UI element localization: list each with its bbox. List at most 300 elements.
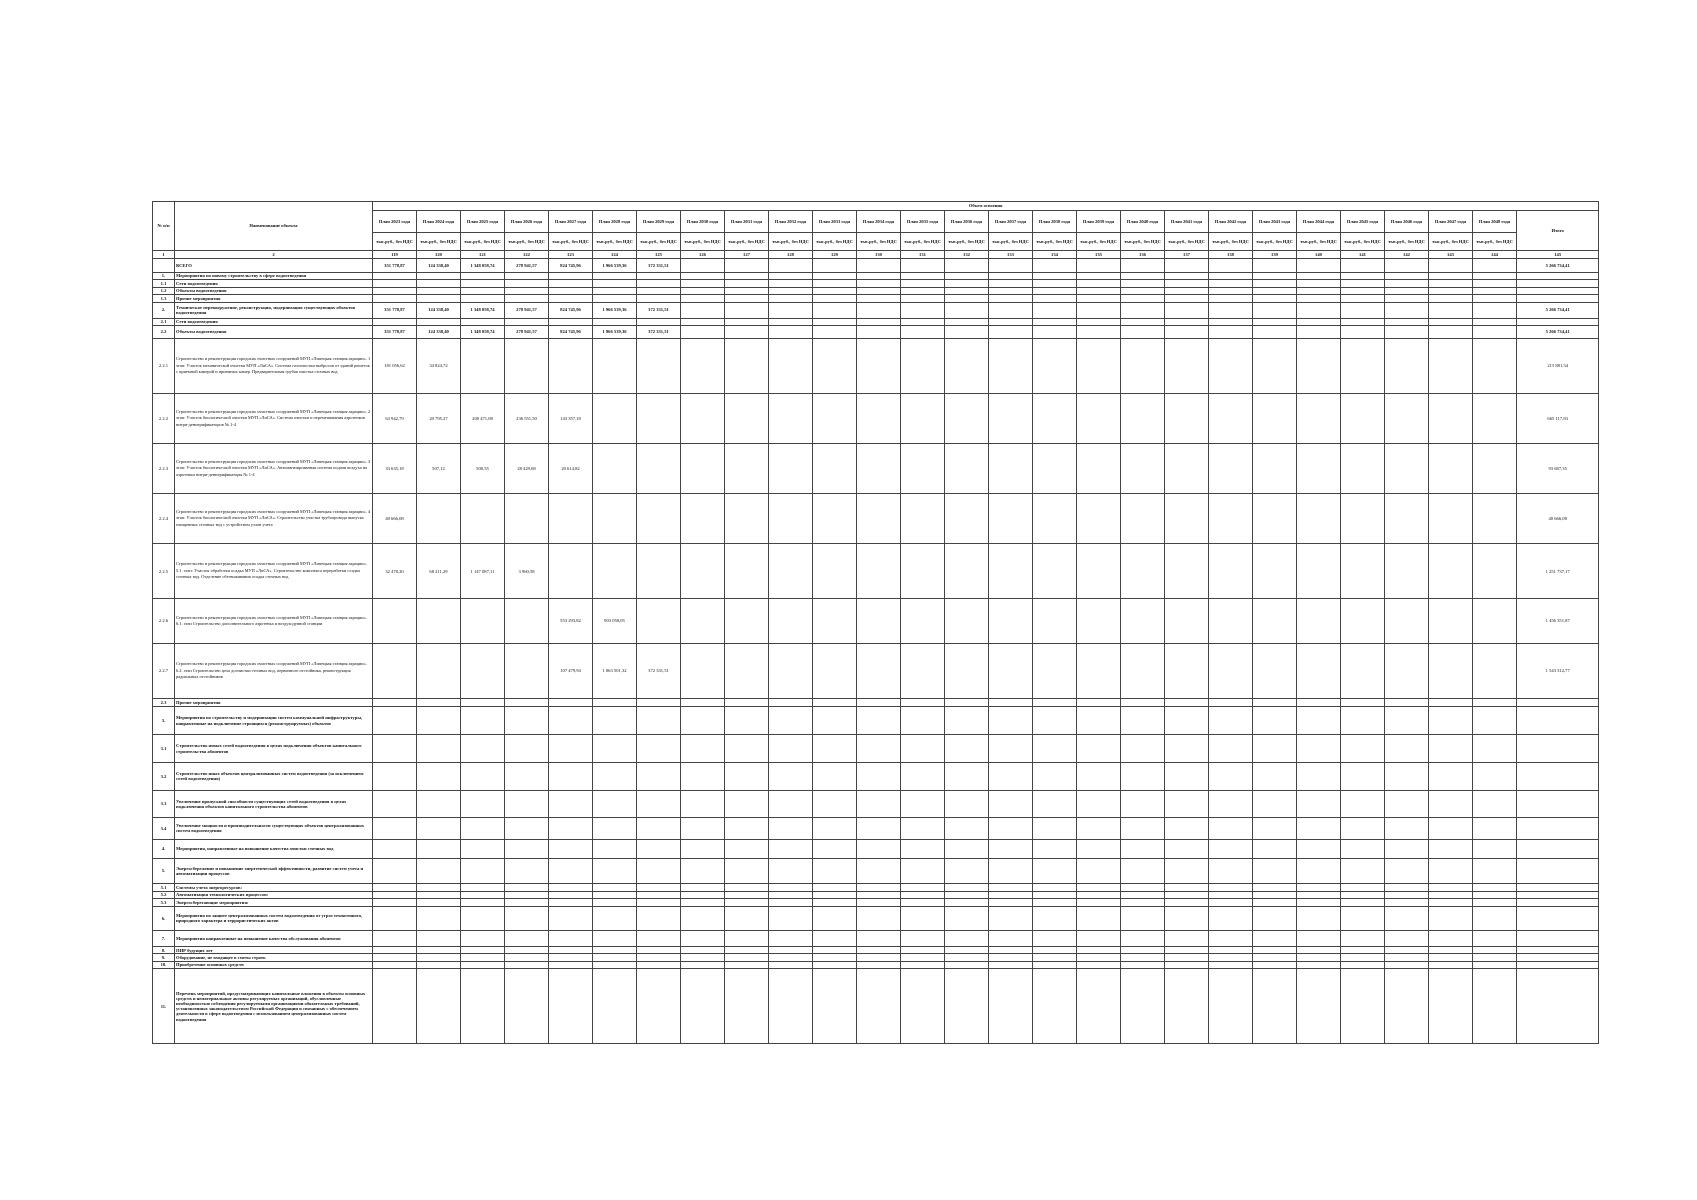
value-cell xyxy=(725,295,769,302)
value-cell xyxy=(1209,643,1253,698)
value-cell xyxy=(1473,818,1517,839)
value-cell xyxy=(681,394,725,444)
row-name: Строительство и реконструкция городских очистных сооружений МУП «Липецкая станция аэрации». 2 этап: Участок биологической очистки МУП «ЛиСА». Система очистки и перемешивания аэротенков нитри-денитрификаторов № 1-4 xyxy=(175,394,373,444)
total-header: Итого xyxy=(1517,211,1599,251)
value-cell xyxy=(1165,493,1209,543)
table-row xyxy=(153,969,1599,1044)
value-cell xyxy=(593,818,637,839)
year-header: План 2045 года xyxy=(1341,211,1385,233)
value-cell xyxy=(769,930,813,946)
value-cell xyxy=(549,338,593,393)
total-cell: 93 687,35 xyxy=(1517,443,1599,493)
row-name: Техническое перевооружение, реконструкция, модернизация существующих объектов водоотведения xyxy=(175,302,373,318)
value-cell xyxy=(1341,325,1385,338)
value-cell xyxy=(1385,325,1429,338)
value-cell xyxy=(373,954,417,961)
value-cell xyxy=(813,338,857,393)
value-cell xyxy=(1385,930,1429,946)
value-cell xyxy=(1473,884,1517,891)
value-cell xyxy=(1297,280,1341,287)
value-cell xyxy=(725,884,769,891)
value-cell xyxy=(1165,318,1209,325)
value-cell xyxy=(901,599,945,644)
value-cell xyxy=(1341,906,1385,930)
value-cell xyxy=(945,818,989,839)
value-cell xyxy=(1121,272,1165,279)
value-cell xyxy=(1341,961,1385,968)
row-name: Автоматизация технологических процессов: xyxy=(175,891,373,898)
value-cell xyxy=(1165,930,1209,946)
value-cell xyxy=(901,969,945,1044)
value-cell xyxy=(1473,735,1517,763)
value-cell xyxy=(989,961,1033,968)
value-cell xyxy=(1429,930,1473,946)
total-cell xyxy=(1517,318,1599,325)
value-cell xyxy=(1341,930,1385,946)
year-header: План 2044 года xyxy=(1297,211,1341,233)
value-cell xyxy=(637,443,681,493)
value-cell xyxy=(593,790,637,818)
unit-header: тыс.руб., без НДС xyxy=(725,233,769,251)
value-cell xyxy=(945,884,989,891)
unit-header: тыс.руб., без НДС xyxy=(857,233,901,251)
value-cell xyxy=(549,272,593,279)
value-cell xyxy=(461,295,505,302)
column-number: 130 xyxy=(857,251,901,259)
value-cell xyxy=(549,287,593,294)
value-cell xyxy=(637,763,681,791)
value-cell xyxy=(1297,906,1341,930)
value-cell xyxy=(681,295,725,302)
value-cell xyxy=(1297,858,1341,884)
value-cell xyxy=(901,930,945,946)
value-cell xyxy=(1429,325,1473,338)
header-num: № п/п xyxy=(153,202,175,251)
row-number: 5.2 xyxy=(153,891,175,898)
value-cell xyxy=(681,969,725,1044)
value-cell xyxy=(1429,818,1473,839)
value-cell xyxy=(1429,961,1473,968)
value-cell xyxy=(1253,280,1297,287)
value-cell xyxy=(1429,899,1473,906)
row-name: Увеличение мощности и производительности существующих объектов централизованных систем водоотведения xyxy=(175,818,373,839)
value-cell xyxy=(593,969,637,1044)
value-cell xyxy=(637,899,681,906)
value-cell xyxy=(945,699,989,706)
value-cell xyxy=(373,643,417,698)
value-cell xyxy=(857,287,901,294)
value-cell xyxy=(1033,961,1077,968)
value-cell xyxy=(813,930,857,946)
value-cell xyxy=(769,969,813,1044)
column-number: 143 xyxy=(1429,251,1473,259)
row-number: 1. xyxy=(153,272,175,279)
unit-header: тыс.руб., без НДС xyxy=(417,233,461,251)
value-cell xyxy=(857,899,901,906)
value-cell xyxy=(813,394,857,444)
value-cell xyxy=(813,790,857,818)
value-cell xyxy=(1385,259,1429,273)
value-cell xyxy=(945,954,989,961)
value-cell xyxy=(1077,543,1121,598)
year-header: План 2032 года xyxy=(769,211,813,233)
value-cell xyxy=(989,946,1033,953)
total-cell xyxy=(1517,961,1599,968)
value-cell xyxy=(417,954,461,961)
value-cell xyxy=(1121,543,1165,598)
value-cell xyxy=(417,493,461,543)
value-cell xyxy=(725,790,769,818)
value-cell: 500,55 xyxy=(461,443,505,493)
value-cell xyxy=(1341,295,1385,302)
value-cell xyxy=(1209,858,1253,884)
value-cell xyxy=(373,839,417,858)
value-cell xyxy=(1341,899,1385,906)
value-cell xyxy=(681,259,725,273)
value-cell xyxy=(505,790,549,818)
value-cell xyxy=(593,839,637,858)
column-number: 127 xyxy=(725,251,769,259)
unit-header: тыс.руб., без НДС xyxy=(1253,233,1297,251)
value-cell: 1 966 539,36 xyxy=(593,259,637,273)
value-cell xyxy=(1473,272,1517,279)
total-cell xyxy=(1517,272,1599,279)
value-cell xyxy=(725,954,769,961)
value-cell: 372 331,51 xyxy=(637,259,681,273)
value-cell xyxy=(813,946,857,953)
value-cell xyxy=(637,906,681,930)
year-header: План 2040 года xyxy=(1121,211,1165,233)
value-cell xyxy=(373,295,417,302)
value-cell xyxy=(373,906,417,930)
value-cell xyxy=(1473,946,1517,953)
value-cell xyxy=(901,493,945,543)
value-cell xyxy=(681,443,725,493)
value-cell xyxy=(681,280,725,287)
row-name: Строительство и реконструкция городских очистных сооружений МУП «Липецкая станция аэрации». 1 этап: Участок механической очистки МУП «ЛиСА». Система газоочистки выбросов от зданий решеток с приемной камерой и приемных камер. Предварительная грубая очистка сточных вод xyxy=(175,338,373,393)
value-cell xyxy=(461,318,505,325)
column-number: 134 xyxy=(1033,251,1077,259)
value-cell xyxy=(989,818,1033,839)
value-cell xyxy=(725,493,769,543)
row-number: 2.2.7 xyxy=(153,643,175,698)
value-cell: 20 795,27 xyxy=(417,394,461,444)
value-cell xyxy=(725,763,769,791)
value-cell xyxy=(989,930,1033,946)
value-cell xyxy=(1121,259,1165,273)
value-cell xyxy=(373,699,417,706)
value-cell xyxy=(417,858,461,884)
value-cell xyxy=(857,318,901,325)
value-cell xyxy=(769,946,813,953)
value-cell xyxy=(1077,599,1121,644)
value-cell: 124 338,40 xyxy=(417,325,461,338)
row-number: 2.2 xyxy=(153,325,175,338)
value-cell xyxy=(769,394,813,444)
value-cell xyxy=(1385,790,1429,818)
value-cell xyxy=(681,287,725,294)
value-cell xyxy=(1385,295,1429,302)
value-cell xyxy=(857,790,901,818)
table-row xyxy=(153,325,1599,338)
value-cell xyxy=(417,287,461,294)
column-number: 145 xyxy=(1517,251,1599,259)
value-cell xyxy=(1473,325,1517,338)
value-cell xyxy=(1033,839,1077,858)
value-cell xyxy=(813,961,857,968)
value-cell xyxy=(1429,906,1473,930)
value-cell xyxy=(1077,884,1121,891)
column-number: 122 xyxy=(505,251,549,259)
value-cell xyxy=(593,706,637,735)
table-row xyxy=(153,790,1599,818)
value-cell xyxy=(1033,325,1077,338)
total-cell xyxy=(1517,706,1599,735)
row-number: 2.2.1 xyxy=(153,338,175,393)
value-cell xyxy=(1473,699,1517,706)
value-cell xyxy=(857,302,901,318)
value-cell xyxy=(461,493,505,543)
value-cell xyxy=(725,899,769,906)
year-header: План 2037 года xyxy=(989,211,1033,233)
value-cell xyxy=(769,643,813,698)
value-cell xyxy=(813,899,857,906)
value-cell xyxy=(1033,394,1077,444)
table-row xyxy=(153,839,1599,858)
value-cell xyxy=(1385,884,1429,891)
total-cell xyxy=(1517,839,1599,858)
value-cell xyxy=(637,735,681,763)
value-cell xyxy=(1253,493,1297,543)
value-cell xyxy=(417,906,461,930)
value-cell xyxy=(1341,302,1385,318)
value-cell xyxy=(1121,899,1165,906)
value-cell xyxy=(989,643,1033,698)
value-cell xyxy=(1165,394,1209,444)
value-cell xyxy=(857,280,901,287)
value-cell xyxy=(593,954,637,961)
value-cell xyxy=(725,946,769,953)
value-cell xyxy=(1341,858,1385,884)
row-number: 1.2 xyxy=(153,287,175,294)
value-cell xyxy=(1429,493,1473,543)
value-cell xyxy=(1253,338,1297,393)
value-cell xyxy=(1473,858,1517,884)
value-cell xyxy=(989,543,1033,598)
value-cell xyxy=(417,884,461,891)
value-cell xyxy=(461,818,505,839)
row-number: 2.2.2 xyxy=(153,394,175,444)
value-cell xyxy=(1297,899,1341,906)
value-cell xyxy=(681,930,725,946)
value-cell xyxy=(549,969,593,1044)
value-cell xyxy=(373,858,417,884)
value-cell xyxy=(1033,735,1077,763)
row-number: 10. xyxy=(153,961,175,968)
value-cell xyxy=(593,318,637,325)
column-number: 125 xyxy=(637,251,681,259)
value-cell xyxy=(945,961,989,968)
unit-header: тыс.руб., без НДС xyxy=(901,233,945,251)
total-cell xyxy=(1517,969,1599,1044)
table-row xyxy=(153,735,1599,763)
value-cell xyxy=(989,699,1033,706)
value-cell xyxy=(1165,839,1209,858)
value-cell xyxy=(901,259,945,273)
column-number: 126 xyxy=(681,251,725,259)
value-cell xyxy=(505,272,549,279)
column-number: 1 xyxy=(153,251,175,259)
unit-header: тыс.руб., без НДС xyxy=(769,233,813,251)
value-cell xyxy=(373,706,417,735)
value-cell xyxy=(813,543,857,598)
value-cell xyxy=(1121,969,1165,1044)
unit-header: тыс.руб., без НДС xyxy=(1121,233,1165,251)
value-cell xyxy=(989,318,1033,325)
column-number: 120 xyxy=(417,251,461,259)
value-cell xyxy=(461,706,505,735)
value-cell: 20 614,82 xyxy=(549,443,593,493)
unit-header: тыс.руб., без НДС xyxy=(593,233,637,251)
value-cell xyxy=(637,699,681,706)
value-cell xyxy=(373,946,417,953)
value-cell xyxy=(769,295,813,302)
value-cell xyxy=(901,763,945,791)
value-cell xyxy=(1341,599,1385,644)
value-cell xyxy=(901,858,945,884)
value-cell xyxy=(813,906,857,930)
value-cell xyxy=(989,839,1033,858)
value-cell xyxy=(769,272,813,279)
value-cell xyxy=(813,272,857,279)
row-number: 5. xyxy=(153,858,175,884)
value-cell xyxy=(461,906,505,930)
value-cell xyxy=(1077,443,1121,493)
value-cell xyxy=(1473,839,1517,858)
value-cell xyxy=(1121,325,1165,338)
value-cell xyxy=(1253,295,1297,302)
value-cell xyxy=(1297,790,1341,818)
value-cell xyxy=(1209,891,1253,898)
value-cell xyxy=(1077,969,1121,1044)
value-cell xyxy=(945,946,989,953)
value-cell xyxy=(989,272,1033,279)
value-cell xyxy=(1077,954,1121,961)
total-cell xyxy=(1517,946,1599,953)
value-cell xyxy=(1341,706,1385,735)
value-cell xyxy=(1077,946,1121,953)
value-cell xyxy=(461,699,505,706)
value-cell xyxy=(1297,287,1341,294)
total-cell xyxy=(1517,735,1599,763)
value-cell xyxy=(461,930,505,946)
value-cell xyxy=(681,325,725,338)
value-cell xyxy=(857,706,901,735)
value-cell xyxy=(1209,790,1253,818)
value-cell xyxy=(1121,318,1165,325)
value-cell: 351 778,87 xyxy=(373,259,417,273)
value-cell xyxy=(769,858,813,884)
value-cell xyxy=(681,302,725,318)
value-cell xyxy=(1077,280,1121,287)
value-cell xyxy=(989,259,1033,273)
value-cell xyxy=(1429,699,1473,706)
value-cell xyxy=(857,884,901,891)
value-cell xyxy=(373,287,417,294)
value-cell xyxy=(505,906,549,930)
value-cell xyxy=(1077,338,1121,393)
row-number: 9. xyxy=(153,954,175,961)
year-header: План 2042 года xyxy=(1209,211,1253,233)
year-header: План 2033 года xyxy=(813,211,857,233)
value-cell xyxy=(1077,259,1121,273)
value-cell xyxy=(1385,599,1429,644)
value-cell xyxy=(857,272,901,279)
value-cell xyxy=(1165,599,1209,644)
value-cell xyxy=(989,906,1033,930)
value-cell xyxy=(725,599,769,644)
value-cell xyxy=(1385,858,1429,884)
value-cell xyxy=(857,930,901,946)
value-cell xyxy=(1473,295,1517,302)
value-cell xyxy=(1165,287,1209,294)
value-cell xyxy=(373,599,417,644)
column-number: 129 xyxy=(813,251,857,259)
year-header: План 2030 года xyxy=(681,211,725,233)
value-cell xyxy=(945,930,989,946)
value-cell xyxy=(769,891,813,898)
value-cell xyxy=(1033,858,1077,884)
value-cell xyxy=(637,858,681,884)
value-cell: 372 331,51 xyxy=(637,325,681,338)
value-cell xyxy=(1341,394,1385,444)
value-cell xyxy=(417,280,461,287)
value-cell xyxy=(1033,272,1077,279)
total-cell: 1 543 312,77 xyxy=(1517,643,1599,698)
value-cell xyxy=(1165,735,1209,763)
value-cell xyxy=(1473,954,1517,961)
value-cell xyxy=(813,295,857,302)
value-cell xyxy=(1121,954,1165,961)
value-cell xyxy=(769,884,813,891)
unit-header: тыс.руб., без НДС xyxy=(1077,233,1121,251)
value-cell: 278 941,57 xyxy=(505,259,549,273)
value-cell xyxy=(637,961,681,968)
value-cell xyxy=(857,325,901,338)
value-cell xyxy=(373,280,417,287)
value-cell xyxy=(725,338,769,393)
value-cell xyxy=(417,643,461,698)
value-cell xyxy=(857,818,901,839)
column-number: 142 xyxy=(1385,251,1429,259)
value-cell xyxy=(1253,818,1297,839)
total-cell: 5 266 734,41 xyxy=(1517,325,1599,338)
value-cell xyxy=(725,891,769,898)
column-number: 124 xyxy=(593,251,637,259)
row-name: Энергосбережение и повышение энергетической эффективности, развитие систем учета и автоматизации процессов xyxy=(175,858,373,884)
value-cell: 351 778,87 xyxy=(373,302,417,318)
row-number: 2. xyxy=(153,302,175,318)
column-number: 133 xyxy=(989,251,1033,259)
value-cell xyxy=(1297,338,1341,393)
value-cell xyxy=(461,338,505,393)
value-cell xyxy=(1253,906,1297,930)
value-cell xyxy=(461,790,505,818)
value-cell xyxy=(1033,259,1077,273)
value-cell xyxy=(989,599,1033,644)
value-cell xyxy=(1473,961,1517,968)
value-cell xyxy=(813,969,857,1044)
